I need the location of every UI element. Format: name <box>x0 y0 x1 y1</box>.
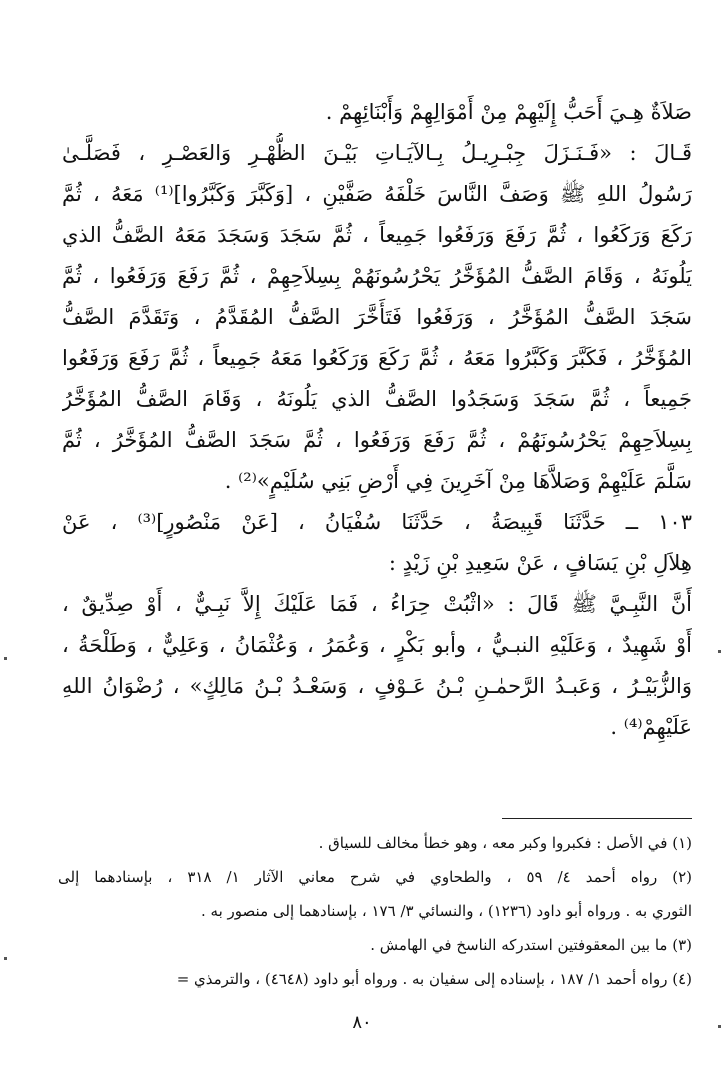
text-line: أَوْ شَهِيدٌ ، وَعَلَيْهِ النبـيُّ ، وأبو بَكْرٍ ، وَعُمَرُ ، وَعُثْمَانُ ، وَعَلِيٌّ ، وَطَلْحَةُ ، <box>62 633 692 657</box>
footnote: (١) في الأصل : فكبروا وكبر معه ، وهو خطأ مخالف للسياق . <box>318 834 692 852</box>
text-line: أَنَّ النَّبِـيَّ ﷺ قَالَ : «اثْبُتْ حِرَاءُ ، فَمَا عَلَيْكَ إِلاَّ نَبِـيٌّ ، أَوْ صِدِّيقٌ ، <box>62 592 692 616</box>
margin-mark <box>4 657 7 660</box>
margin-mark <box>718 1025 721 1028</box>
footnote: (٢) رواه أحمد ٤/ ٥٩ ، والطحاوي في شرح معاني الآثار ١/ ٣١٨ ، بإسنادهما إلى <box>58 868 692 886</box>
text-line: صَلاَةٌ هِـيَ أَحَبُّ إِلَيْهِمْ مِنْ أَمْوَالِهِمْ وَأَبْنَائِهِمْ . <box>325 100 692 124</box>
text-line: قَـالَ : «فَـنَـزَلَ جِبْـرِيـلُ بِـالآيَـاتِ بَيْـنَ الظُّهْـرِ وَالعَصْـرِ ، فَصَلَّـىٰ <box>62 141 692 165</box>
margin-mark <box>4 957 7 960</box>
text-line: رَسُولُ اللهِ ﷺ وَصَفَّ النَّاسَ خَلْفَهُ صَفَّيْنِ ، [وَكَبَّرَ وَكَبَّرُوا]⁽¹⁾ مَعَهُ ، ثُمَّ <box>62 182 692 206</box>
text-line: سَلَّمَ عَلَيْهِمْ وَصَلاَّهَا مِنْ آخَرِينَ فِي أَرْضِ بَنِي سُلَيْمٍ»⁽²⁾ . <box>224 469 692 493</box>
text-line: بِسِلاَحِهِمْ يَحْرُسُونَهُمْ ، ثُمَّ رَفَعَ وَرَفَعُوا ، ثُمَّ سَجَدَ الصَّفُّ المُؤَخَّرُ ، ثُمَّ <box>62 428 692 452</box>
text-line: رَكَعَ وَرَكَعُوا ، ثُمَّ رَفَعَ وَرَفَعُوا جَمِيعاً ، ثُمَّ سَجَدَ وَسَجَدَ مَعَهُ الصَّفُّ الذي <box>62 223 692 247</box>
text-line: المُؤَخَّرُ ، فَكَبَّرَ وَكَبَّرُوا مَعَهُ ، ثُمَّ رَكَعَ وَرَكَعُوا مَعَهُ جَمِيعاً ، ثُمَّ رَفَعَ وَرَفَعُوا <box>62 346 692 370</box>
text-line: هِلاَلِ بْنِ يَسَافٍ ، عَنْ سَعِيدِ بْنِ زَيْدٍ : <box>388 551 692 575</box>
text-line: جَمِيعاً ، ثُمَّ سَجَدَ وَسَجَدُوا الصَّفُّ الذي يَلُونَهُ ، وَقَامَ الصَّفُّ المُؤَخَّرُ <box>62 387 692 411</box>
text-line: وَالزُّبَيْـرُ ، وَعَبـدُ الرَّحمٰـنِ بْـنُ عَـوْفٍ ، وَسَعْـدُ بْـنُ مَالِكٍ» ، رُضْوَانُ اللهِ <box>62 674 692 698</box>
margin-mark <box>718 650 721 653</box>
footnote: (٣) ما بين المعقوفتين استدركه الناسخ في الهامش . <box>370 936 692 954</box>
main-text <box>62 92 692 748</box>
footnote: (٤) رواه أحمد ١/ ١٨٧ ، بإسناده إلى سفيان به . ورواه أبو داود (٤٦٤٨) ، والترمذي = <box>176 970 692 988</box>
hadith-number-line: ١٠٣ ــ حَدَّثَنَا قَبِيصَةُ ، حَدَّثَنَا سُفْيَانُ ، [عَنْ مَنْصُورٍ]⁽³⁾ ، عَنْ <box>62 510 692 534</box>
text-line: عَلَيْهِمْ⁽⁴⁾ . <box>610 715 692 739</box>
page-number: ٨٠ <box>352 1012 372 1033</box>
text-line: يَلُونَهُ ، وَقَامَ الصَّفُّ المُؤَخَّرُ يَحْرُسُونَهُمْ بِسِلاَحِهِمْ ، ثُمَّ رَفَعَ وَرَفَعُوا ، ثُمَّ <box>62 264 692 288</box>
text-line: سَجَدَ الصَّفُّ المُؤَخَّرُ ، وَرَفَعُوا فَتَأَخَّرَ الصَّفُّ المُقَدَّمُ ، وَتَقَدَّمَ الصَّفُّ <box>62 305 692 329</box>
footnote-divider <box>502 818 692 819</box>
footnote-continuation: الثوري به . ورواه أبو داود (١٢٣٦) ، والنسائي ٣/ ١٧٦ ، بإسنادهما إلى منصور به . <box>201 902 692 920</box>
footnotes <box>58 826 692 996</box>
